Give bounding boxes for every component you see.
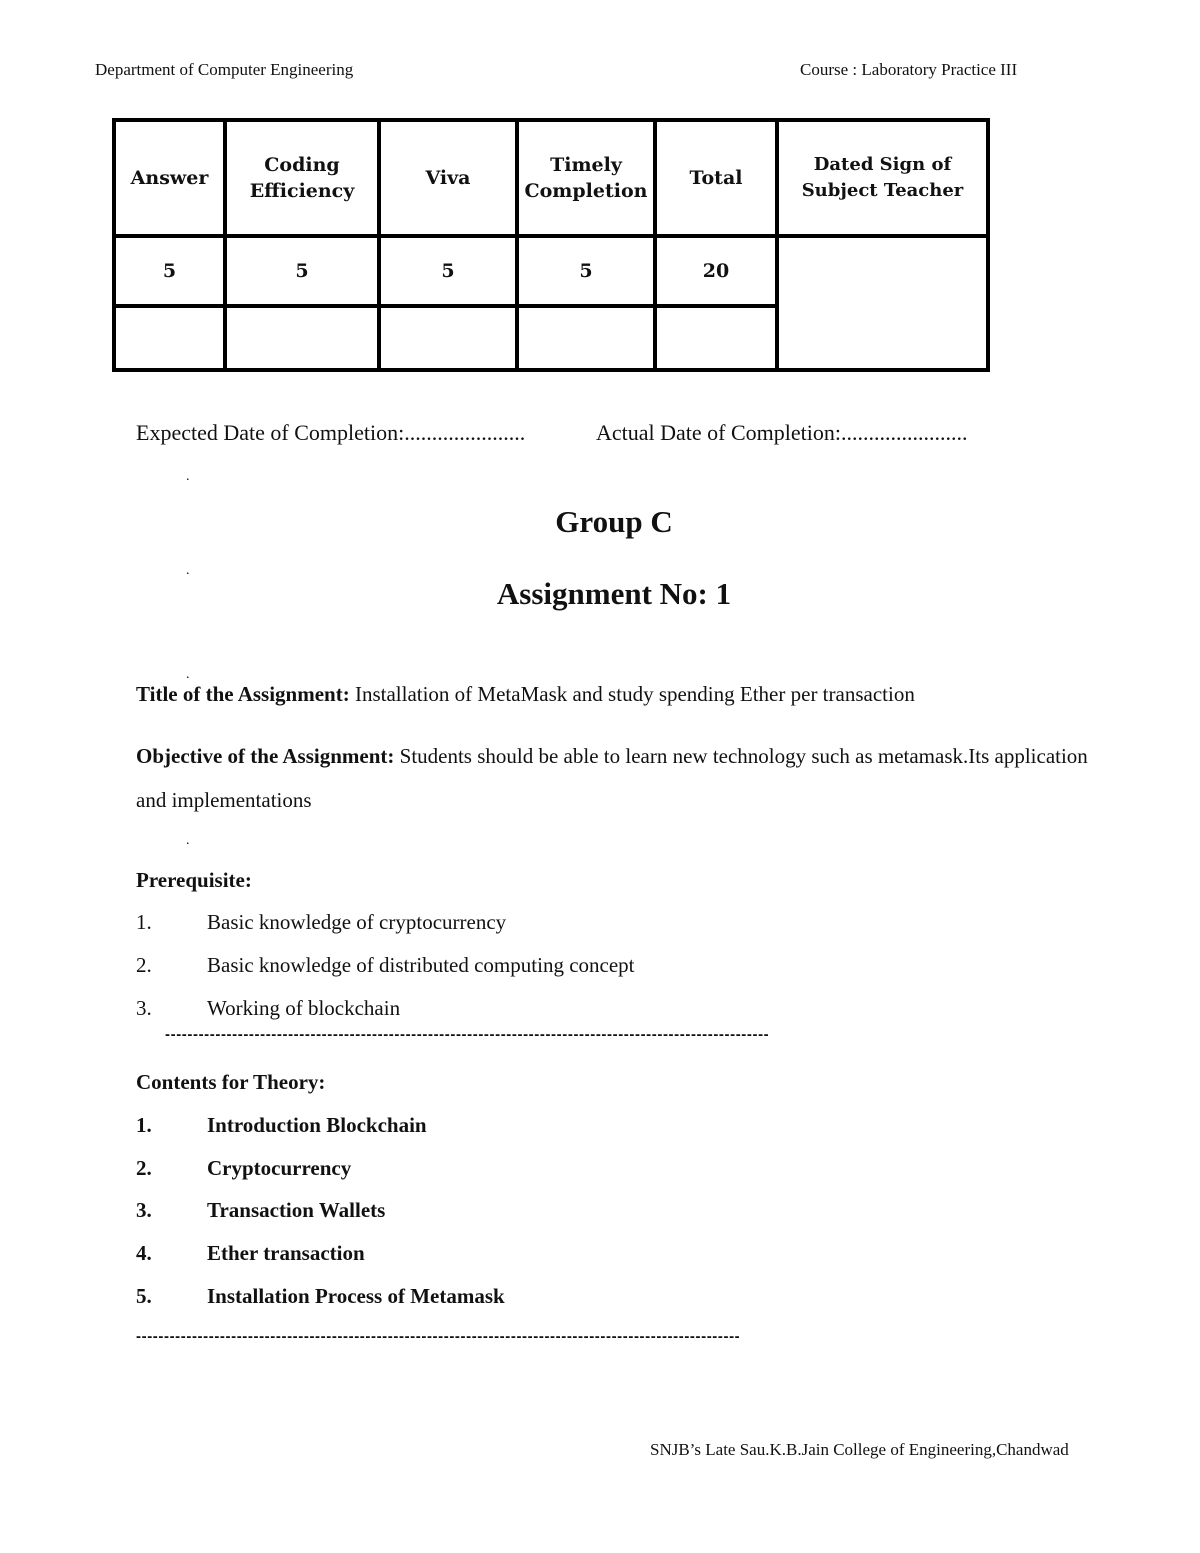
obtained-answer xyxy=(114,306,225,370)
list-item-text: Transaction Wallets xyxy=(207,1198,386,1222)
stray-dot: . xyxy=(186,833,190,848)
stray-dot: . xyxy=(186,667,190,682)
header-coding-efficiency: Coding Efficiency xyxy=(225,120,379,236)
header-department: Department of Computer Engineering xyxy=(95,60,354,79)
list-item xyxy=(0,1241,1200,1271)
group-title: Group C xyxy=(555,504,673,539)
header-timely-completion: Timely Completion xyxy=(517,120,655,236)
list-item-text: Introduction Blockchain xyxy=(207,1113,427,1137)
max-viva: 5 xyxy=(379,236,517,306)
header-dated-sign: Dated Sign of Subject Teacher xyxy=(777,120,988,236)
separator-line: ------------------------------------------------------------------------------------------------------------ xyxy=(165,1026,770,1043)
list-item-text: Ether transaction xyxy=(207,1241,365,1265)
list-item-text: Working of blockchain xyxy=(207,996,401,1020)
table-row-max-marks xyxy=(114,236,988,306)
header-viva: Viva xyxy=(379,120,517,236)
assignment-title-line xyxy=(136,672,1136,716)
max-answer: 5 xyxy=(114,236,225,306)
list-item-number: 5. xyxy=(136,1284,152,1308)
assignment-title: Assignment No: 1 xyxy=(496,576,732,611)
list-item-text: Basic knowledge of cryptocurrency xyxy=(207,910,507,934)
list-item-number: 1. xyxy=(136,910,152,934)
list-item xyxy=(0,910,1200,940)
objective-text: Students should be able to learn new technology such as metamask.Its application and implementations xyxy=(136,744,1088,812)
theory-heading xyxy=(136,1060,1136,1104)
title-label: Title of the Assignment: xyxy=(136,682,350,706)
title-text: Installation of MetaMask and study spending Ether per transaction xyxy=(354,682,915,706)
obtained-timely-completion xyxy=(517,306,655,370)
sign-cell xyxy=(777,236,988,370)
list-item-number: 2. xyxy=(136,1156,152,1180)
list-item-text: Cryptocurrency xyxy=(207,1156,352,1180)
stray-dot: . xyxy=(186,469,190,484)
prerequisite-heading-text: Prerequisite: xyxy=(136,868,252,892)
table-header-row xyxy=(114,120,988,236)
max-timely-completion: 5 xyxy=(517,236,655,306)
marks-table xyxy=(112,118,990,372)
list-item xyxy=(0,996,1200,1026)
prerequisite-heading xyxy=(136,858,1136,902)
list-item-number: 3. xyxy=(136,1198,152,1222)
list-item-number: 2. xyxy=(136,953,152,977)
actual-date: Actual Date of Completion:....................... xyxy=(596,420,968,445)
list-item-text: Installation Process of Metamask xyxy=(207,1284,505,1308)
list-item-number: 1. xyxy=(136,1113,152,1137)
max-coding-efficiency: 5 xyxy=(225,236,379,306)
list-item xyxy=(0,1284,1200,1314)
obtained-coding-efficiency xyxy=(225,306,379,370)
list-item xyxy=(0,1113,1200,1143)
list-item xyxy=(0,1156,1200,1186)
theory-heading-text: Contents for Theory: xyxy=(136,1070,326,1094)
list-item-number: 4. xyxy=(136,1241,152,1265)
objective-paragraph xyxy=(136,734,1106,822)
separator-line: ------------------------------------------------------------------------------------------------------------ xyxy=(136,1328,741,1345)
header-course: Course : Laboratory Practice III xyxy=(800,60,1018,79)
objective-label: Objective of the Assignment: xyxy=(136,744,395,768)
header-answer: Answer xyxy=(114,120,225,236)
list-item xyxy=(0,1198,1200,1228)
footer-college: SNJB’s Late Sau.K.B.Jain College of Engineering,Chandwad xyxy=(650,1440,1069,1459)
list-item xyxy=(0,953,1200,983)
expected-date: Expected Date of Completion:...................... xyxy=(136,420,526,445)
list-item-text: Basic knowledge of distributed computing concept xyxy=(207,953,635,977)
header-total: Total xyxy=(655,120,777,236)
stray-dot: . xyxy=(186,563,190,578)
list-item-number: 3. xyxy=(136,996,152,1020)
obtained-total xyxy=(655,306,777,370)
max-total: 20 xyxy=(655,236,777,306)
obtained-viva xyxy=(379,306,517,370)
